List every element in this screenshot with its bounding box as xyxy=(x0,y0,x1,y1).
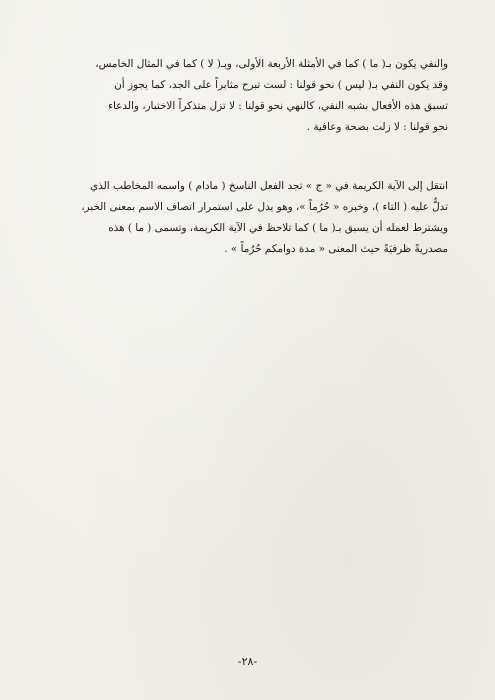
paragraph-line: تسبق هذه الأفعال بشبه النفي، كالنهي نحو قولنا : لا تزل متذكراً الاختبار، والدعاء xyxy=(108,100,448,112)
paragraph-negation xyxy=(38,54,448,138)
paragraph-verse-explanation xyxy=(38,176,448,260)
paragraph-line: تدلُّ عليه ( التاء )، وخبره « حُرُماً »، وهو يدل على استمرار اتصاف الاسم بمعنى الخبر، xyxy=(81,201,448,213)
paragraph-line: ويشترط لعمله أن يسبق بـ( ما ) كما تلاحظ في الآية الكريمة، وتسمى ( ما ) هذه xyxy=(108,222,448,234)
paragraph-line: وقد يكون النفي بـ( ليس ) نحو قولنا : لست تبرح مثابراً على الجد، كما يجوز أن xyxy=(114,79,448,91)
paragraph-line: نحو قولنا : لا زلت بصحة وعافية . xyxy=(306,121,448,133)
page-number: -٢٨- xyxy=(237,655,258,668)
paragraph-line: انتقل إلى الآية الكريمة في « ج » تجد الفعل الناسخ ( مادام ) واسمه المخاطب الذي xyxy=(90,180,448,192)
paragraph-line: مصدريةً ظرفيَةً حيث المعنى « مدة دوامكم حُرُماً » . xyxy=(224,243,448,255)
paragraph-line: والنفي يكون بـ( ما ) كما في الأمثلة الأربعة الأولى، وبـ( لا ) كما في المثال الخامس، xyxy=(95,58,448,70)
